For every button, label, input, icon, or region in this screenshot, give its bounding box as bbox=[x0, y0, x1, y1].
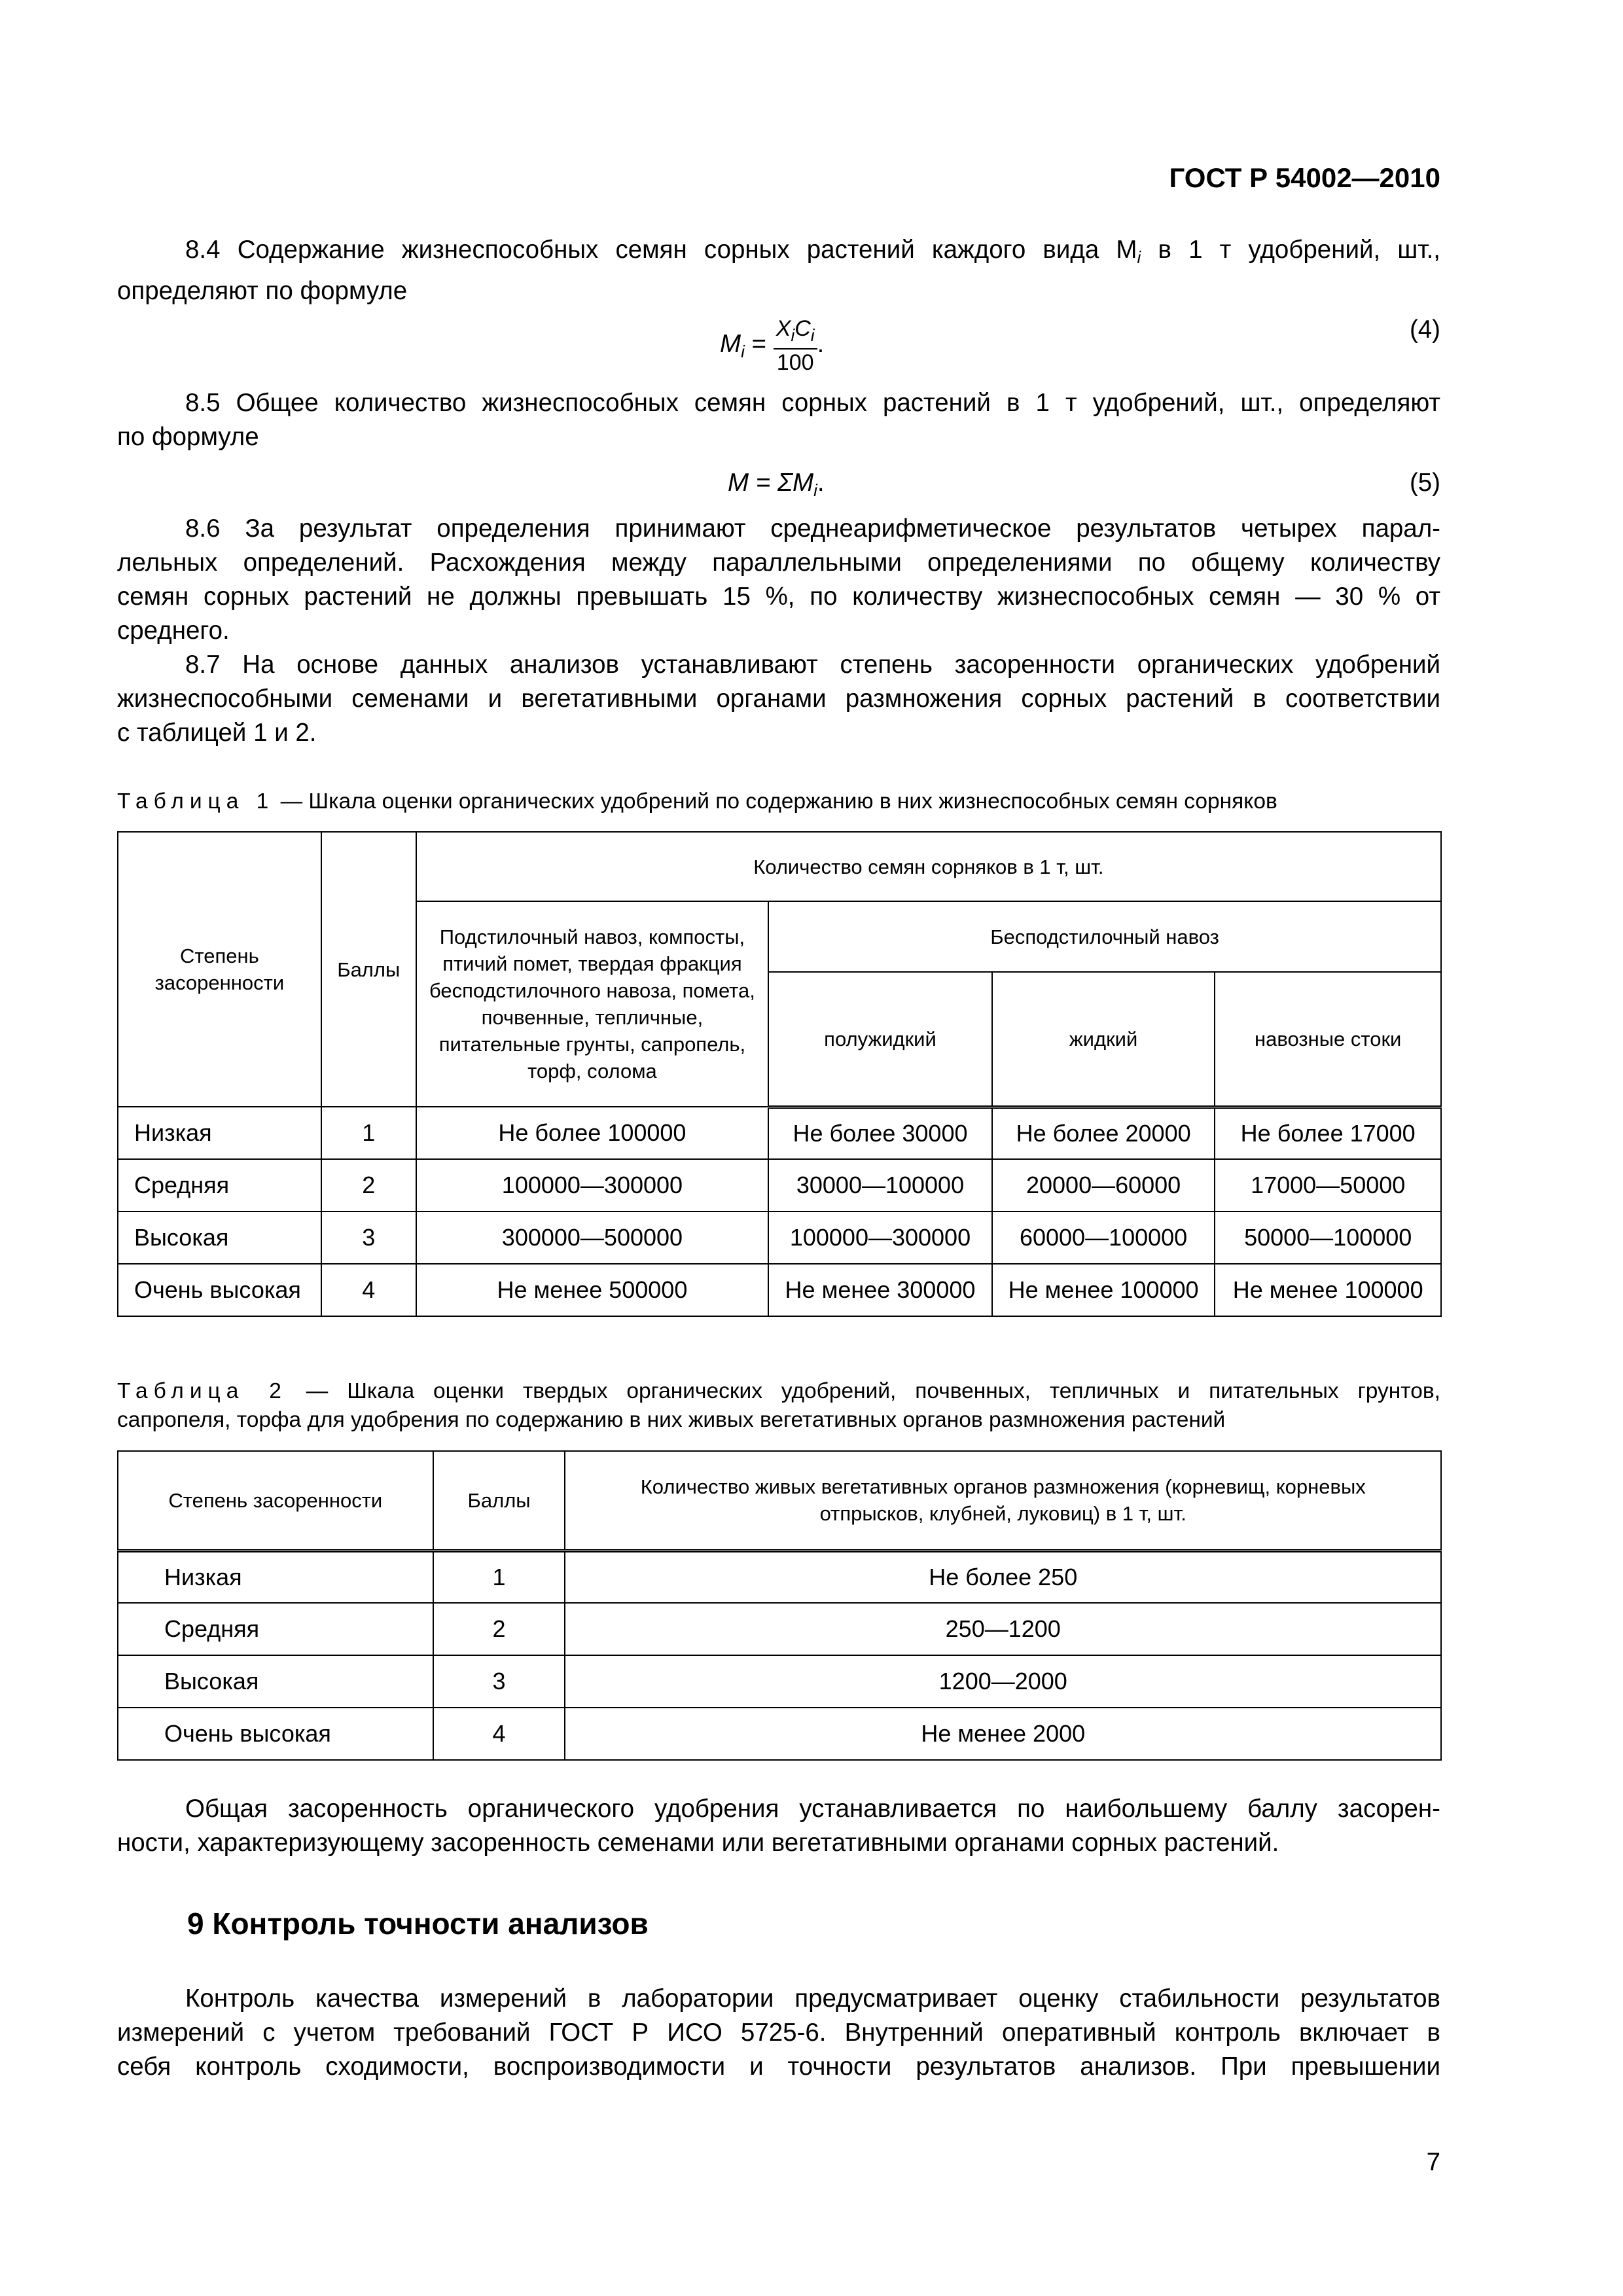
table2-cell-quantity: 1200—2000 bbox=[565, 1655, 1441, 1708]
table2-cell-score: 3 bbox=[433, 1655, 565, 1708]
table1-cell-runoff: 50000—100000 bbox=[1215, 1211, 1441, 1264]
general-contamination-paragraph bbox=[117, 1792, 1440, 1860]
table2-cell-score: 4 bbox=[433, 1708, 565, 1760]
clause-8-7-line3: с таблицей 1 и 2. bbox=[117, 719, 317, 747]
table1-header-degree: Степень засоренности bbox=[118, 832, 321, 1107]
table2-header-degree: Степень засоренности bbox=[118, 1451, 433, 1551]
table1-header-liquid: жидкий bbox=[992, 972, 1215, 1107]
general-line2: ности, характеризующему засоренность семенами или вегетативными органами сорных растений. bbox=[117, 1829, 1279, 1857]
clause-8-6-line2: лельных определений. Расхождения между параллельными определениями по общему количеству bbox=[117, 548, 1440, 577]
table1-cell-bedding: Не менее 500000 bbox=[416, 1264, 768, 1316]
clause-8-7 bbox=[117, 648, 1440, 750]
clause-8-5 bbox=[117, 386, 1440, 454]
table2-cell-degree: Высокая bbox=[118, 1655, 433, 1708]
table1-caption: Таблица 1 — Шкала оценки органических удобрений по содержанию в них жизнеспособных семян сорняков bbox=[117, 789, 1277, 814]
table-row bbox=[118, 1159, 1441, 1211]
table2-cell-quantity: 250—1200 bbox=[565, 1603, 1441, 1655]
formula-4: $M_i$ = $\frac{X_iC_i}{100}$ . bbox=[720, 316, 825, 375]
section-9-line1: Контроль качества измерений в лаборатории предусматривает оценку стабильности результатов bbox=[185, 1984, 1440, 2013]
clause-8-5-line2: по формуле bbox=[117, 423, 259, 451]
table2-cell-quantity: Не менее 2000 bbox=[565, 1708, 1441, 1760]
table1 bbox=[117, 831, 1442, 1317]
table2-cell-score: 1 bbox=[433, 1551, 565, 1603]
formula-5: $M = \Sigma M_i$. bbox=[728, 469, 825, 500]
clause-8-7-line1: 8.7 На основе данных анализов устанавливают степень засоренности органических удобрений bbox=[185, 651, 1440, 679]
table1-header-runoff: навозные стоки bbox=[1215, 972, 1441, 1107]
table1-cell-degree: Высокая bbox=[118, 1211, 321, 1264]
table-row bbox=[118, 1551, 1441, 1603]
table-row bbox=[118, 1655, 1441, 1708]
table1-cell-liquid: Не более 20000 bbox=[992, 1107, 1215, 1159]
equation-number-5: (5) bbox=[1409, 469, 1440, 497]
table1-cell-score: 3 bbox=[321, 1211, 416, 1264]
clause-8-4-line1: 8.4 Содержание жизнеспособных семян сорных растений каждого вида $M_i$ в 1 т удобрений, шт., bbox=[185, 236, 1440, 267]
table1-cell-liquid: Не менее 100000 bbox=[992, 1264, 1215, 1316]
table2 bbox=[117, 1450, 1442, 1761]
clause-8-4 bbox=[117, 233, 1440, 308]
clause-8-7-line2: жизнеспособными семенами и вегетативными органами размножения сорных растений в соответствии bbox=[117, 685, 1440, 713]
table1-cell-score: 1 bbox=[321, 1107, 416, 1159]
table2-cell-degree: Очень высокая bbox=[118, 1708, 433, 1760]
table1-cell-degree: Очень высокая bbox=[118, 1264, 321, 1316]
table2-cell-degree: Средняя bbox=[118, 1603, 433, 1655]
table1-cell-degree: Средняя bbox=[118, 1159, 321, 1211]
table-row bbox=[118, 1603, 1441, 1655]
equation-number-4: (4) bbox=[1409, 315, 1440, 344]
table1-cell-bedding: Не более 100000 bbox=[416, 1107, 768, 1159]
table2-header-score: Баллы bbox=[433, 1451, 565, 1551]
table1-header-score: Баллы bbox=[321, 832, 416, 1107]
table2-cell-score: 2 bbox=[433, 1603, 565, 1655]
formula-4-fraction: $\frac{X_iC_i}{100}$ bbox=[774, 315, 817, 376]
table2-cell-degree: Низкая bbox=[118, 1551, 433, 1603]
section-9-paragraph bbox=[117, 1982, 1440, 2084]
table1-cell-semiliquid: 30000—100000 bbox=[768, 1159, 992, 1211]
table1-cell-semiliquid: Не менее 300000 bbox=[768, 1264, 992, 1316]
table2-header-quantity: Количество живых вегетативных органов размножения (корневищ, корневых отпрысков, клубней, луковиц) в 1 т, шт. bbox=[565, 1451, 1441, 1551]
table-row bbox=[118, 1708, 1441, 1760]
table1-header-quantity: Количество семян сорняков в 1 т, шт. bbox=[416, 832, 1441, 901]
table1-cell-runoff: 17000—50000 bbox=[1215, 1159, 1441, 1211]
table1-cell-semiliquid: Не более 30000 bbox=[768, 1107, 992, 1159]
table1-cell-degree: Низкая bbox=[118, 1107, 321, 1159]
clause-8-6 bbox=[117, 512, 1440, 648]
table1-cell-runoff: Не более 17000 bbox=[1215, 1107, 1441, 1159]
table1-cell-semiliquid: 100000—300000 bbox=[768, 1211, 992, 1264]
table-row bbox=[118, 1107, 1441, 1159]
table2-cell-quantity: Не более 250 bbox=[565, 1551, 1441, 1603]
section-9-line3: себя контроль сходимости, воспроизводимости и точности результатов анализов. При превышении bbox=[117, 2053, 1440, 2081]
table1-cell-score: 4 bbox=[321, 1264, 416, 1316]
table1-header-nonbedding: Бесподстилочный навоз bbox=[768, 901, 1441, 972]
table1-cell-liquid: 60000—100000 bbox=[992, 1211, 1215, 1264]
clause-8-6-line3: семян сорных растений не должны превышать 15 %, по количеству жизнеспособных семян — 30 % от bbox=[117, 583, 1440, 611]
clause-8-6-line4: среднего. bbox=[117, 617, 230, 645]
table1-header-semiliquid: полужидкий bbox=[768, 972, 992, 1107]
table1-cell-score: 2 bbox=[321, 1159, 416, 1211]
table1-cell-liquid: 20000—60000 bbox=[992, 1159, 1215, 1211]
table-row bbox=[118, 1264, 1441, 1316]
table1-cell-bedding: 300000—500000 bbox=[416, 1211, 768, 1264]
table1-header-bedding: Подстилочный навоз, компосты, птичий помет, твердая фракция бесподстилочного навоза, помета, почвенные, тепличные, питательные грунты, сапропель, торф, солома bbox=[416, 901, 768, 1107]
table2-caption: Таблица 2 — Шкала оценки твердых органических удобрений, почвенных, тепличных и питательных грунтов, сапропеля, торфа для удобрения по содержанию в них живых вегетативных органов размножения растений bbox=[117, 1379, 1440, 1432]
table-row bbox=[118, 1211, 1441, 1264]
section-9-heading: 9 Контроль точности анализов bbox=[187, 1907, 649, 1941]
page-number: 7 bbox=[1426, 2148, 1440, 2176]
section-9-line2: измерений с учетом требований ГОСТ Р ИСО 5725-6. Внутренний оперативный контроль включает в bbox=[117, 2018, 1440, 2047]
general-line1: Общая засоренность органического удобрения устанавливается по наибольшему баллу засорен- bbox=[185, 1795, 1440, 1823]
standard-designation: ГОСТ Р 54002—2010 bbox=[1169, 162, 1440, 193]
clause-8-6-line1: 8.6 За результат определения принимают среднеарифметическое результатов четырех парал- bbox=[185, 514, 1440, 543]
clause-8-4-line2: определяют по формуле bbox=[117, 277, 408, 305]
clause-8-5-line1: 8.5 Общее количество жизнеспособных семян сорных растений в 1 т удобрений, шт., определяют bbox=[185, 389, 1440, 417]
table1-cell-bedding: 100000—300000 bbox=[416, 1159, 768, 1211]
table1-cell-runoff: Не менее 100000 bbox=[1215, 1264, 1441, 1316]
